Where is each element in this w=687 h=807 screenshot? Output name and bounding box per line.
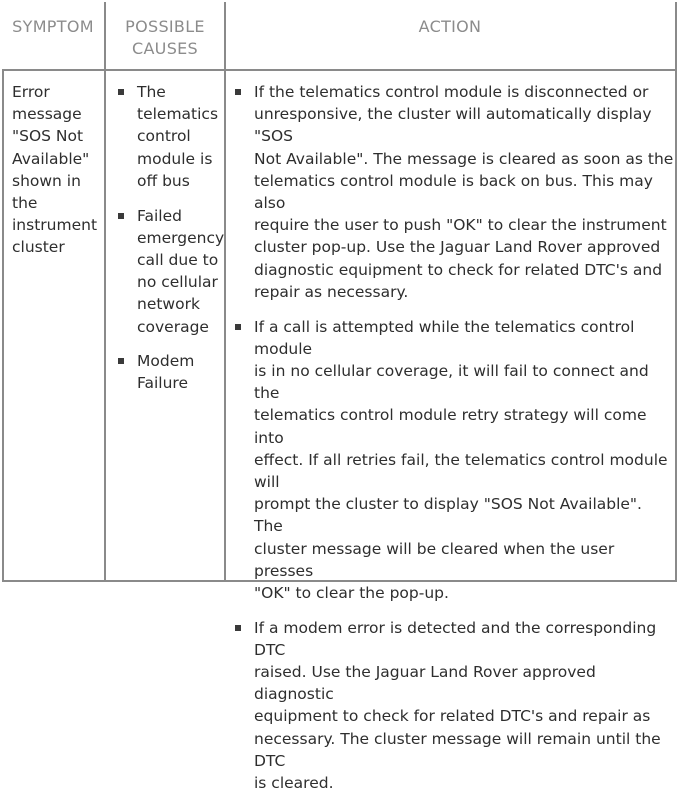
cause-item [117, 350, 227, 394]
action-line: effect. If all retries fail, the telematics control module will [254, 450, 668, 491]
action-item [234, 81, 674, 303]
cause-item [117, 81, 227, 192]
cause-line: telematics [137, 105, 219, 124]
symptom-line: Available" [12, 149, 90, 168]
symptom-cell [12, 81, 104, 259]
action-line: If a modem error is detected and the corresponding DTC [254, 618, 657, 659]
troubleshooting-table [2, 2, 677, 793]
header-divider [2, 69, 677, 71]
action-line: repair as necessary. [254, 282, 409, 301]
action-line: equipment to check for related DTC's and repair as [254, 707, 651, 726]
action-cell [234, 81, 674, 807]
action-line: Not Available". The message is cleared as soon as the [254, 149, 674, 168]
header-causes-line2: CAUSES [131, 39, 199, 58]
table-border-right-body [675, 70, 677, 581]
cause-line: no cellular [137, 273, 218, 292]
cause-line: emergency [137, 228, 225, 247]
header-action-label: ACTION [418, 17, 482, 36]
action-line: cluster message will be cleared when the user presses [254, 539, 615, 580]
action-line: unresponsive, the cluster will automatically display "SOS [254, 105, 652, 146]
action-line: necessary. The cluster message will remain until the DTC [254, 729, 661, 770]
bullet-square-icon [118, 358, 124, 364]
header-causes-line1: POSSIBLE [125, 17, 205, 36]
action-item [234, 316, 674, 605]
action-line: prompt the cluster to display "SOS Not Available". The [254, 495, 642, 536]
cause-line: The [137, 83, 166, 101]
cause-line: Modem [137, 352, 195, 371]
cause-line: network [137, 295, 200, 314]
table-border-right [675, 2, 677, 70]
bullet-square-icon [235, 89, 241, 95]
bullet-square-icon [235, 625, 241, 631]
symptom-line: cluster [12, 238, 65, 257]
header-action [225, 16, 675, 38]
cause-item [117, 205, 227, 338]
symptom-line: shown in [12, 171, 81, 190]
action-line: "OK" to clear the pop-up. [254, 583, 449, 602]
action-line: telematics control module retry strategy will come into [254, 406, 647, 447]
action-line: raised. Use the Jaguar Land Rover approved diagnostic [254, 663, 596, 704]
symptom-line: "SOS Not [12, 127, 84, 146]
action-line: If a call is attempted while the telematics control module [254, 317, 635, 358]
action-line: diagnostic equipment to check for related DTC's and [254, 260, 663, 279]
header-possible-causes [105, 16, 225, 60]
action-line: If the telematics control module is disconnected or [254, 83, 649, 101]
cause-line: Failed [137, 206, 182, 225]
cause-line: Failure [137, 374, 188, 393]
symptom-line: Error [12, 83, 50, 101]
table-border-left [2, 70, 4, 581]
action-line: cluster pop-up. Use the Jaguar Land Rover approved [254, 238, 661, 257]
action-line: is in no cellular coverage, it will fail to connect and the [254, 361, 649, 403]
symptom-line: instrument [12, 216, 98, 235]
action-line: telematics control module is back on bus. This may also [254, 171, 653, 213]
causes-list [117, 81, 227, 395]
actions-list [234, 81, 674, 794]
cause-line: control [137, 127, 191, 146]
header-symptom-label: SYMPTOM [12, 17, 94, 36]
symptom-line: the [12, 194, 38, 213]
bullet-square-icon [118, 213, 124, 219]
cause-line: call due to [137, 250, 219, 269]
action-line: is cleared. [254, 774, 334, 793]
cause-line: coverage [137, 317, 209, 336]
action-item [234, 617, 674, 795]
possible-causes-cell [117, 81, 227, 407]
bullet-square-icon [235, 324, 241, 330]
action-line: require the user to push "OK" to clear the instrument [254, 216, 667, 235]
symptom-line: message [12, 105, 82, 124]
column-divider-1 [104, 2, 106, 581]
bullet-square-icon [118, 89, 124, 95]
cause-line: off bus [137, 171, 190, 190]
header-symptom [2, 16, 104, 38]
cause-line: module is [137, 149, 213, 168]
